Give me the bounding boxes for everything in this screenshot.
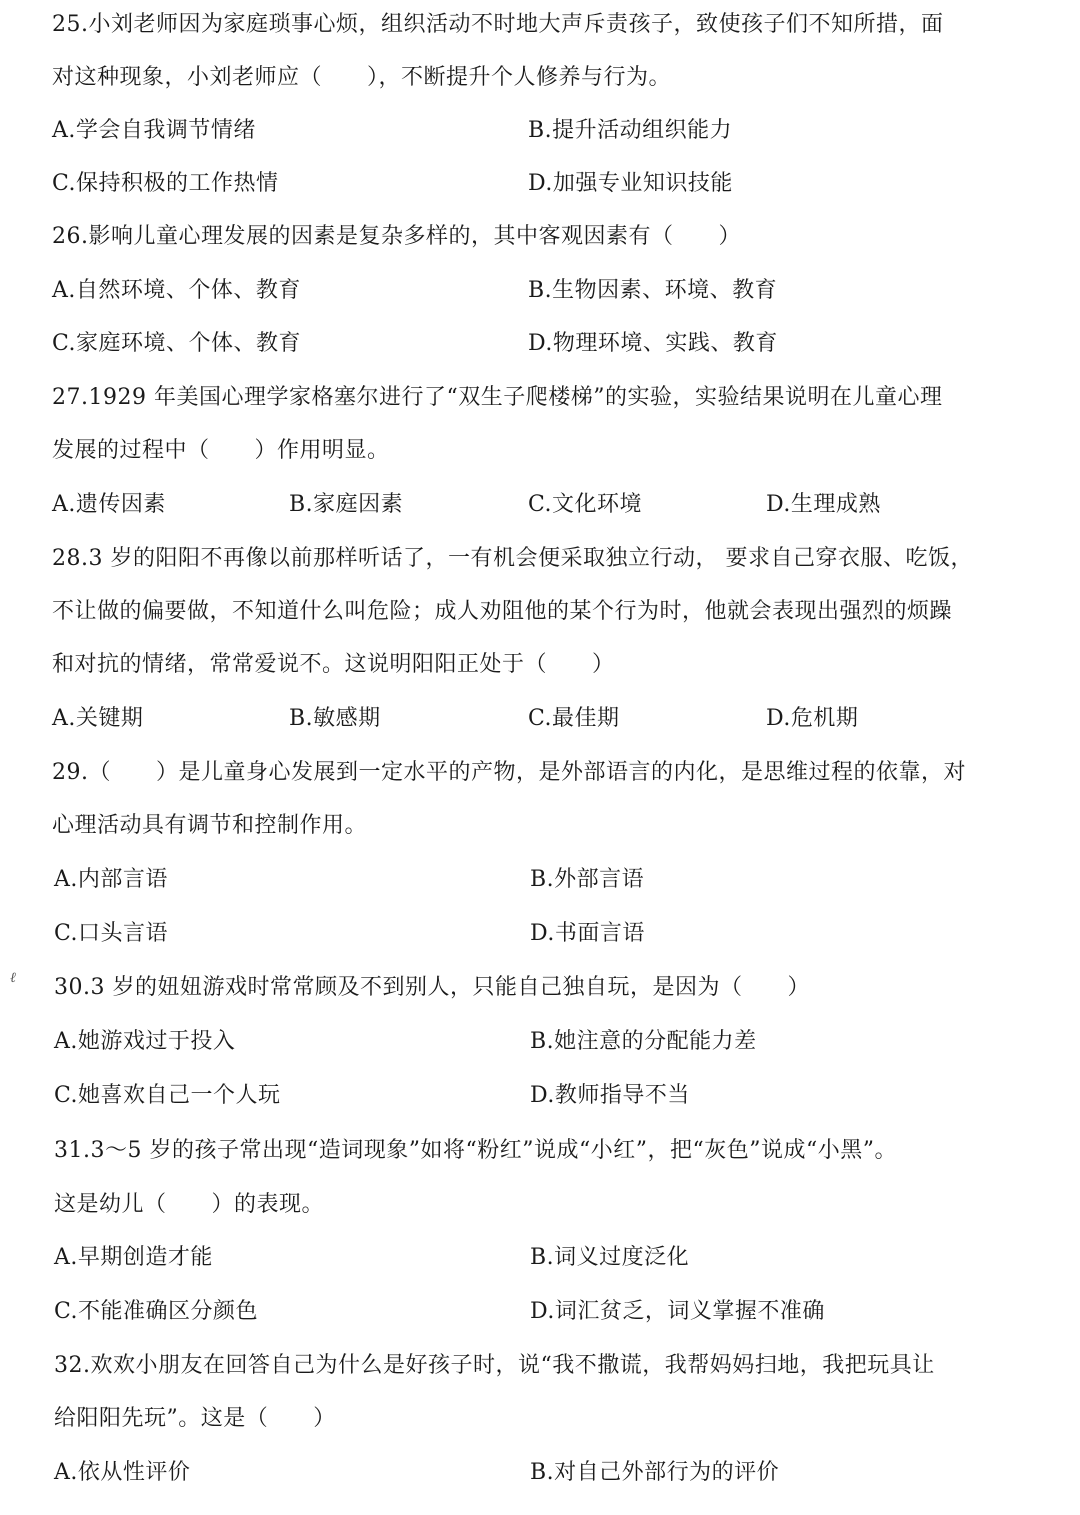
q29-option-d: D.书面言语: [530, 921, 645, 946]
q28-option-d: D.危机期: [766, 706, 859, 731]
question-29-line-2: 心理活动具有调节和控制作用。: [52, 813, 368, 838]
q32-option-b: B.对自己外部行为的评价: [530, 1460, 780, 1485]
question-25-line-1: 25.小刘老师因为家庭琐事心烦，组织活动不时地大声斥责孩子，致使孩子们不知所措，面: [52, 12, 944, 37]
question-31-line-1: 31.3～5 岁的孩子常出现“造词现象”如将“粉红”说成“小红”，把“灰色”说成“小黑”。: [54, 1138, 897, 1163]
q27-option-d: D.生理成熟: [766, 492, 881, 517]
q29-option-c: C.口头言语: [54, 921, 169, 946]
question-32-line-1: 32.欢欢小朋友在回答自己为什么是好孩子时，说“我不撒谎，我帮妈妈扫地，我把玩具让: [54, 1353, 935, 1378]
question-26-line-1: 26.影响儿童心理发展的因素是复杂多样的，其中客观因素有（ ）: [52, 224, 741, 249]
q30-option-b: B.她注意的分配能力差: [530, 1029, 757, 1054]
q25-option-b: B.提升活动组织能力: [528, 118, 733, 143]
q27-option-a: A.遗传因素: [52, 492, 166, 517]
question-31-line-2: 这是幼儿（ ）的表现。: [54, 1192, 325, 1217]
q28-option-a: A.关键期: [52, 706, 144, 731]
q29-option-a: A.内部言语: [54, 867, 168, 892]
q30-option-a: A.她游戏过于投入: [54, 1029, 236, 1054]
question-27-line-2: 发展的过程中（ ）作用明显。: [52, 438, 390, 463]
q25-option-d: D.加强专业知识技能: [528, 171, 733, 196]
q28-option-b: B.敏感期: [289, 706, 381, 731]
q26-option-b: B.生物因素、环境、教育: [528, 278, 778, 303]
q32-option-a: A.依从性评价: [54, 1460, 191, 1485]
q27-option-b: B.家庭因素: [289, 492, 404, 517]
q26-option-a: A.自然环境、个体、教育: [52, 278, 301, 303]
question-29-line-1: 29.（ ）是儿童身心发展到一定水平的产物，是外部语言的内化，是思维过程的依靠，对: [52, 760, 966, 785]
q29-option-b: B.外部言语: [530, 867, 645, 892]
q31-option-b: B.词义过度泛化: [530, 1245, 690, 1270]
q30-option-c: C.她喜欢自己一个人玩: [54, 1083, 281, 1108]
q28-option-c: C.最佳期: [528, 706, 620, 731]
question-30-line-1: 30.3 岁的妞妞游戏时常常顾及不到别人，只能自己独自玩，是因为（ ）: [54, 975, 810, 1000]
q25-option-a: A.学会自我调节情绪: [52, 118, 256, 143]
q26-option-d: D.物理环境、实践、教育: [528, 331, 778, 356]
q30-option-d: D.教师指导不当: [530, 1083, 690, 1108]
question-32-line-2: 给阳阳先玩”。这是（ ）: [54, 1406, 336, 1431]
q31-option-a: A.早期创造才能: [54, 1245, 213, 1270]
question-27-line-1: 27.1929 年美国心理学家格塞尔进行了“双生子爬楼梯”的实验，实验结果说明在儿童心理: [52, 385, 943, 410]
question-28-line-1: 28.3 岁的阳阳不再像以前那样听话了，一有机会便采取独立行动， 要求自己穿衣服、吃饭，: [52, 546, 973, 571]
q27-option-c: C.文化环境: [528, 492, 643, 517]
question-28-line-3: 和对抗的情绪，常常爱说不。这说明阳阳正处于（ ）: [52, 652, 615, 677]
margin-mark: ℓ: [10, 970, 16, 986]
question-28-line-2: 不让做的偏要做，不知道什么叫危险；成人劝阻他的某个行为时，他就会表现出强烈的烦躁: [52, 599, 953, 624]
question-25-line-2: 对这种现象，小刘老师应（ ），不断提升个人修养与行为。: [52, 65, 672, 90]
q25-option-c: C.保持积极的工作热情: [52, 171, 279, 196]
q26-option-c: C.家庭环境、个体、教育: [52, 331, 302, 356]
q31-option-c: C.不能准确区分颜色: [54, 1299, 259, 1324]
q31-option-d: D.词汇贫乏，词义掌握不准确: [530, 1299, 825, 1324]
